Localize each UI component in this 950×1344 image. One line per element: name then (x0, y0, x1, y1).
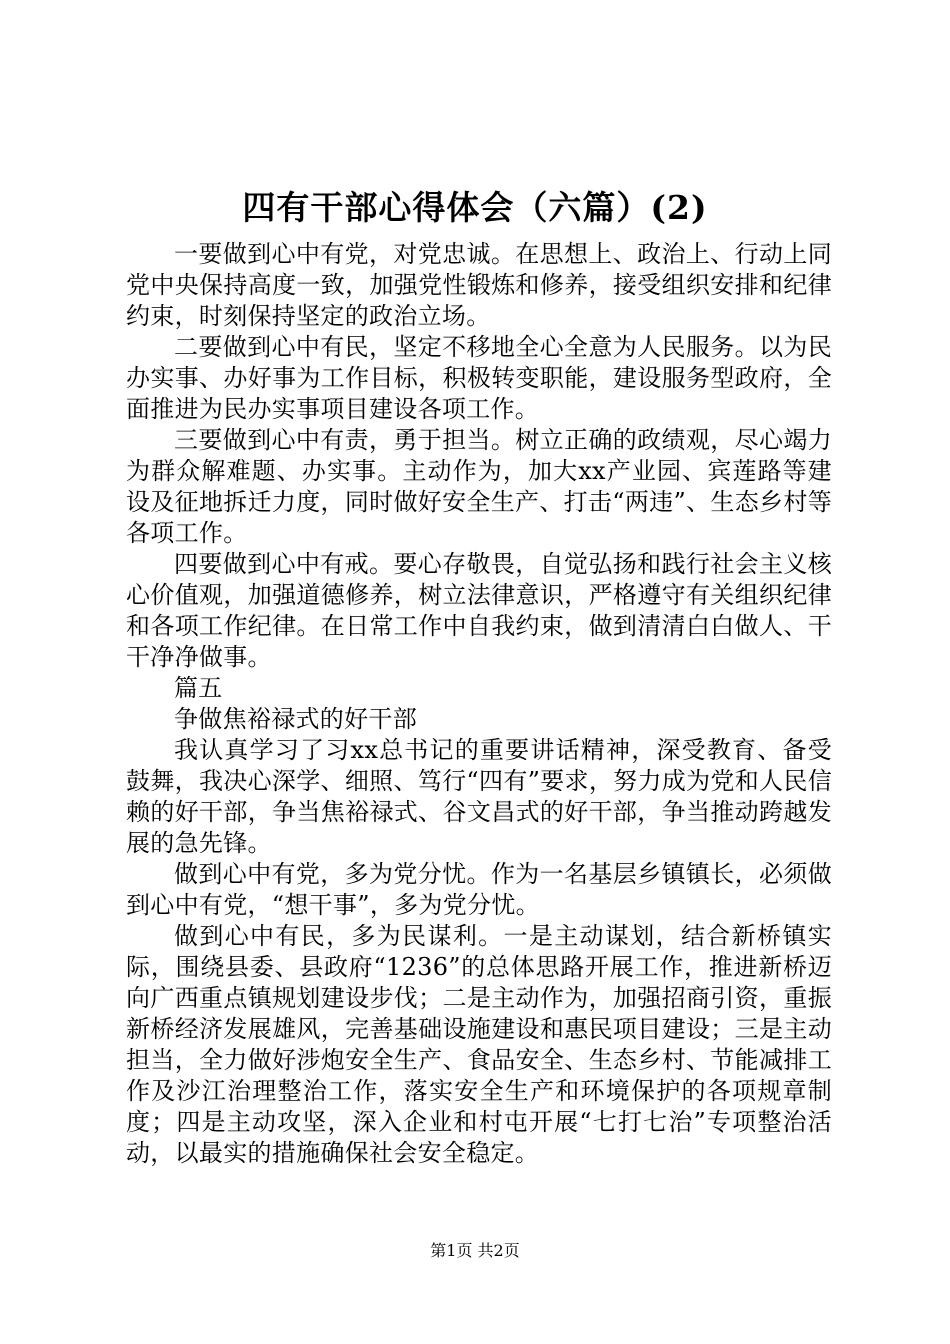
paragraph: 四要做到心中有戒。要心存敬畏，自觉弘扬和践行社会主义核心价值观，加强道德修养，树立法律意识，严格遵守有关组织纪律和各项工作纪律。在日常工作中自我约束，做到清清白白做人、干干净净做事。 (126, 550, 832, 671)
paragraph: 二要做到心中有民，坚定不移地全心全意为人民服务。以为民办实事、办好事为工作目标，积极转变职能，建设服务型政府，全面推进为民办实事项目建设各项工作。 (126, 333, 832, 423)
document-title: 四有干部心得体会（六篇）(2) (242, 188, 708, 227)
document-body (126, 239, 832, 1169)
paragraph: 一要做到心中有党，对党忠诚。在思想上、政治上、行动上同党中央保持高度一致，加强党性锻炼和修养，接受组织安排和纪律约束，时刻保持坚定的政治立场。 (126, 240, 832, 330)
section-heading: 争做焦裕禄式的好干部 (174, 705, 417, 733)
paragraph: 三要做到心中有责，勇于担当。树立正确的政绩观，尽心竭力为群众解难题、办实事。主动作为，加大xx产业园、宾莲路等建设及征地拆迁力度，同时做好安全生产、打击“两违”、生态乡村等各项工作。 (126, 426, 832, 547)
paragraph: 做到心中有民，多为民谋利。一是主动谋划，结合新桥镇实际，围绕县委、县政府“1236”的总体思路开展工作，推进新桥迈向广西重点镇规划建设步伐；二是主动作为，加强招商引资，重振新桥经济发展雄风，完善基础设施建设和惠民项目建设；三是主动担当，全力做好涉炮安全生产、食品安全、生态乡村、节能减排工作及沙江治理整治工作，落实安全生产和环境保护的各项规章制度；四是主动攻坚，深入企业和村屯开展“七打七治”专项整治活动，以最实的措施确保社会安全稳定。 (126, 922, 832, 1167)
page-footer: 第1页 共2页 (430, 1241, 520, 1260)
section-label: 篇五 (174, 674, 223, 702)
paragraph: 做到心中有党，多为党分忧。作为一名基层乡镇镇长，必须做到心中有党，“想干事”，多为党分忧。 (126, 860, 832, 919)
paragraph: 我认真学习了习xx总书记的重要讲话精神，深受教育、备受鼓舞，我决心深学、细照、笃行“四有”要求，努力成为党和人民信赖的好干部，争当焦裕禄式、谷文昌式的好干部，争当推动跨越发展的急先锋。 (126, 736, 832, 857)
